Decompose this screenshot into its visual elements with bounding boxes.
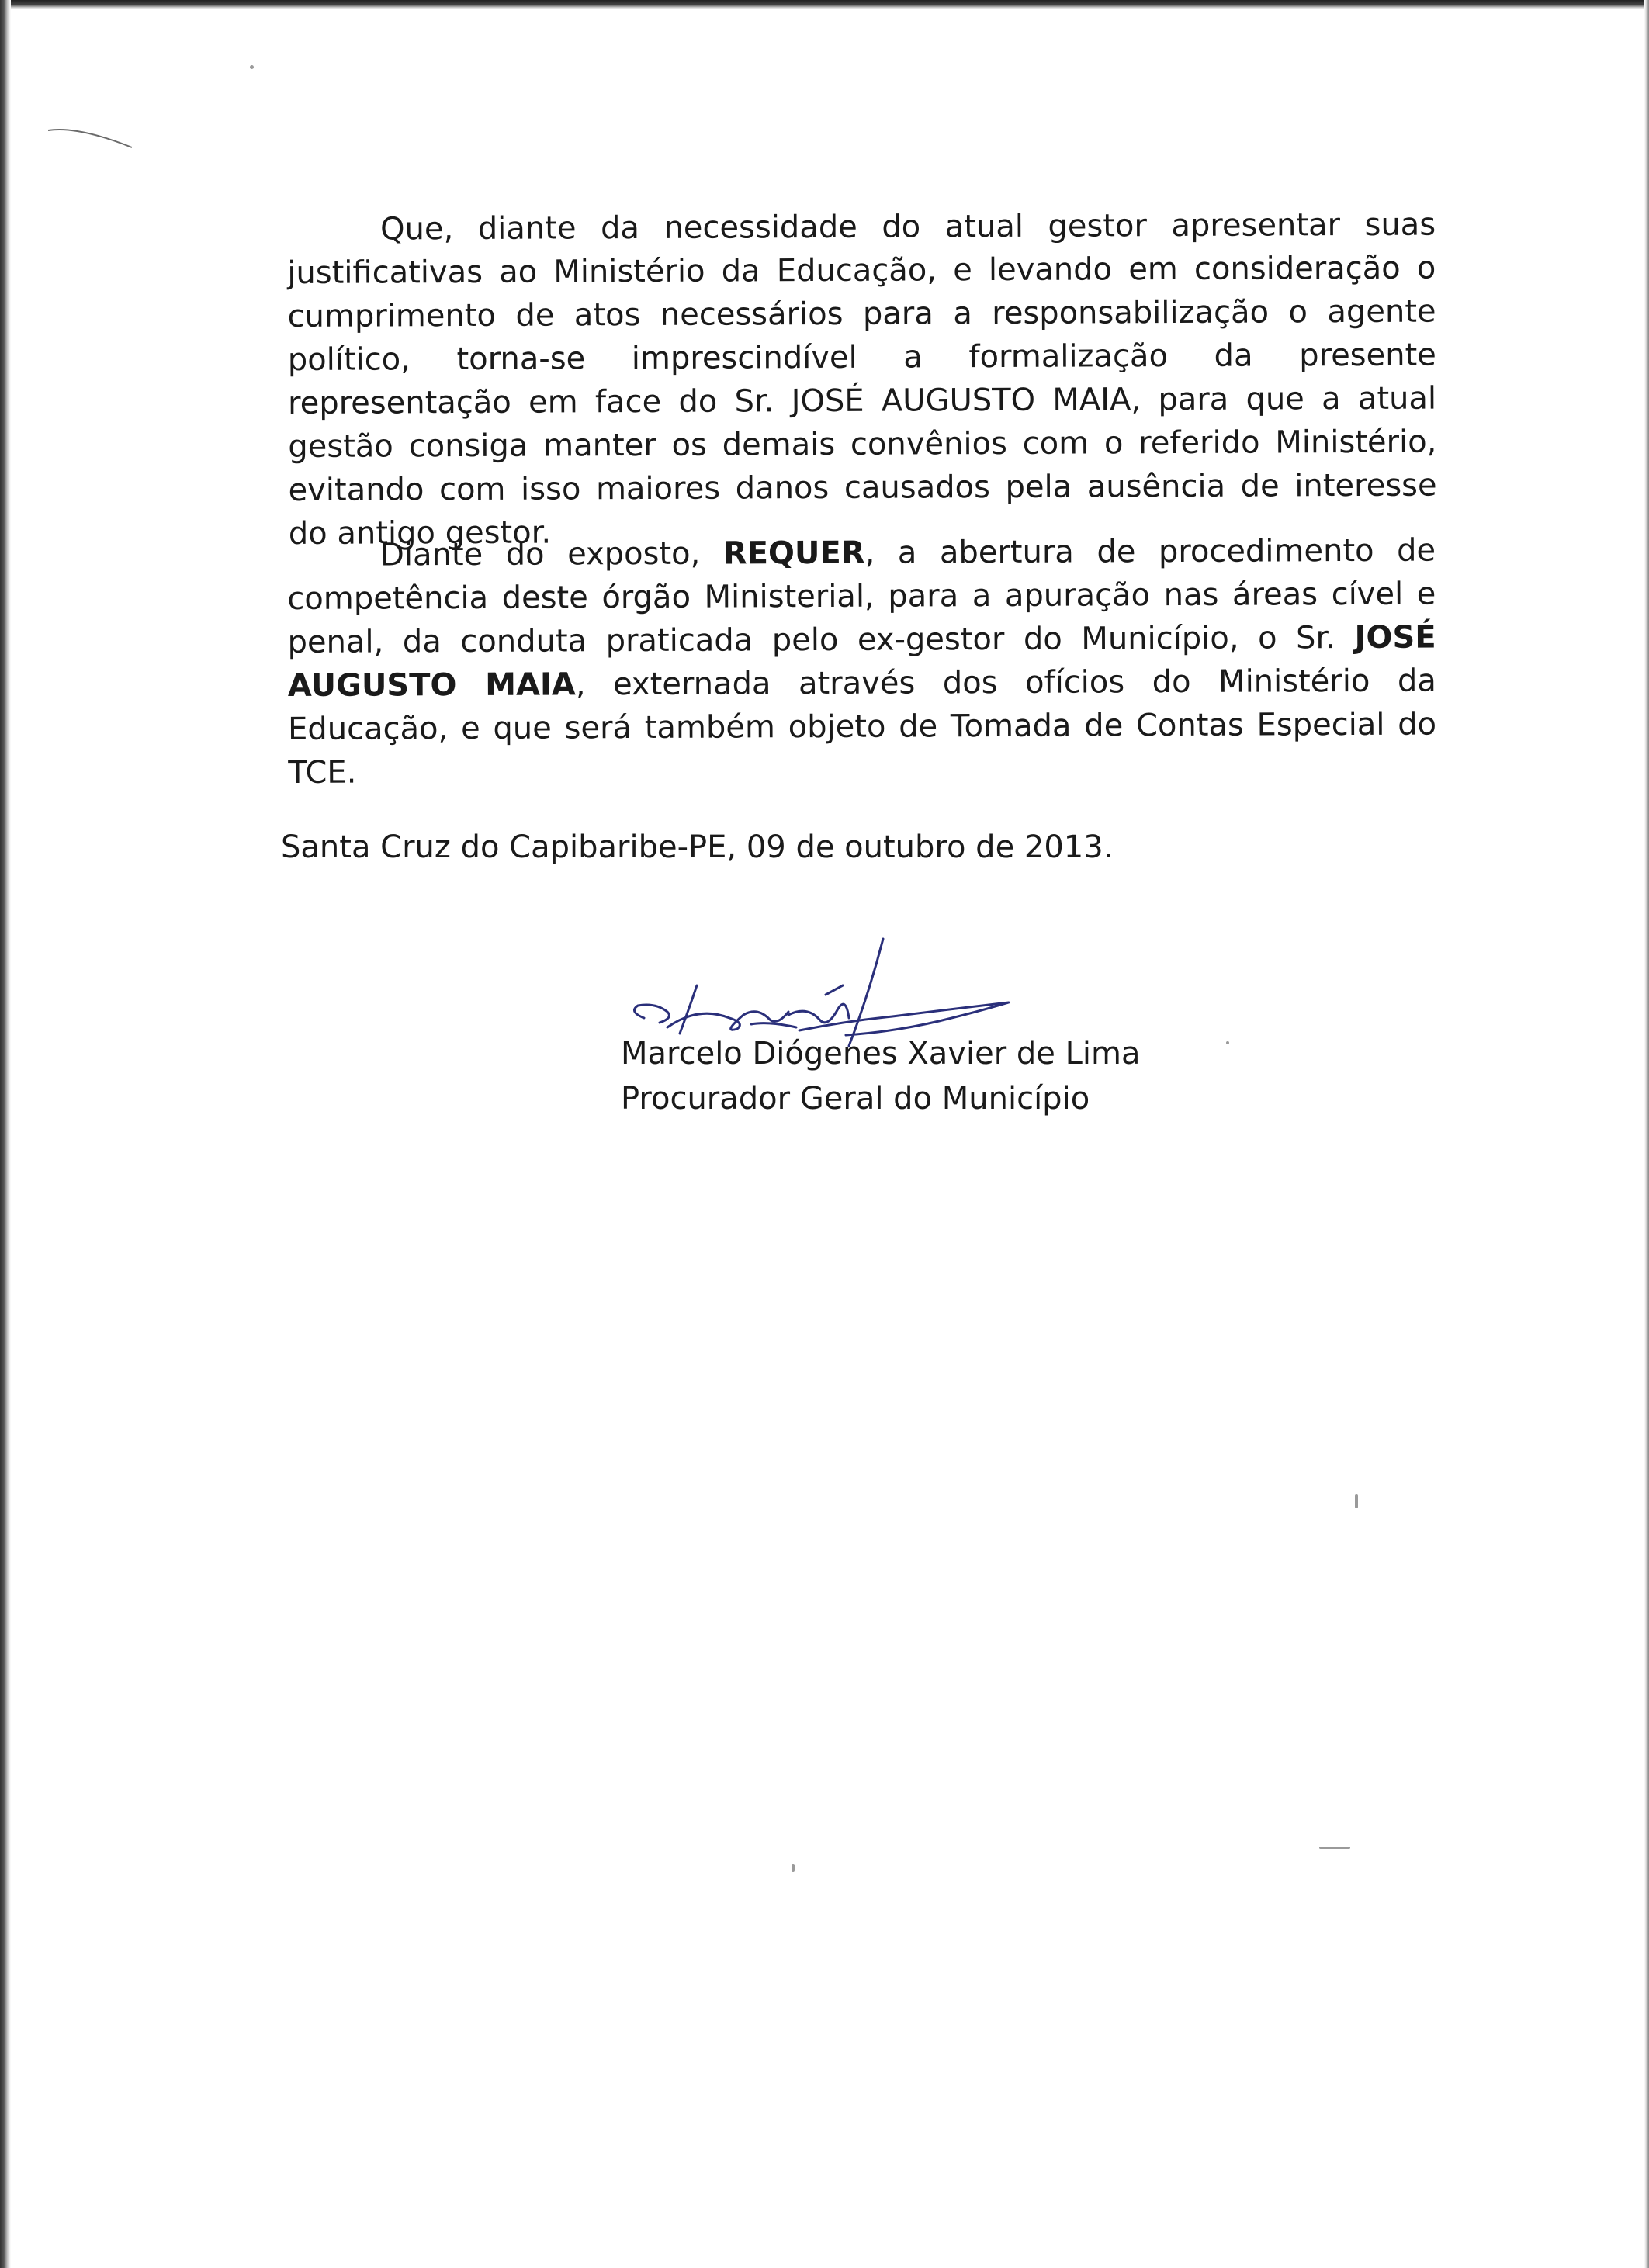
bold-text-run: REQUER bbox=[722, 535, 865, 572]
scan-left-edge bbox=[0, 0, 11, 2268]
handwritten-signature bbox=[613, 931, 1141, 1086]
scan-speck bbox=[1355, 1494, 1358, 1508]
signatory-name: Marcelo Diógenes Xavier de Lima bbox=[621, 1036, 1141, 1072]
paragraph-justification bbox=[287, 203, 1437, 556]
text-run: , externada através dos ofícios do Ministério da Educação, e que será também objeto de Tomada de Contas Especial do TCE. bbox=[287, 663, 1437, 791]
scan-speck bbox=[1226, 1041, 1229, 1044]
scan-speck bbox=[1319, 1847, 1350, 1849]
text-run: Diante do exposto, bbox=[380, 535, 723, 573]
paragraph-request bbox=[287, 529, 1436, 795]
scan-top-edge bbox=[0, 0, 1649, 9]
page-curl-mark bbox=[47, 124, 140, 155]
text-run: , a abertura de procedimento de competência deste órgão Ministerial, para a apuração nas áreas cível e penal, da conduta praticada pelo ex-gestor do Município, o Sr. bbox=[287, 532, 1436, 660]
dateline: Santa Cruz do Capibaribe-PE, 09 de outubro de 2013. bbox=[281, 829, 1114, 865]
paragraph-1-text bbox=[287, 203, 1437, 556]
scan-speck bbox=[792, 1864, 795, 1872]
paragraph-2-text bbox=[287, 529, 1436, 795]
text-run: Que, diante da necessidade do atual gestor apresentar suas justificativas ao Ministério da Educação, e levando em consideração o cumprimento de atos necessários para a responsabilização o agente político, torna-se imprescindível a formalização da presente representação em face do Sr. JOSÉ AUGUSTO MAIA, para que a atual gestão consiga manter os demais convênios com o referido Ministério, evitando com isso maiores danos causados pela ausência de interesse do antigo gestor. bbox=[287, 206, 1437, 552]
scan-speck bbox=[250, 65, 254, 69]
signatory-title: Procurador Geral do Município bbox=[621, 1081, 1090, 1117]
bold-text-run: JOSÉ AUGUSTO MAIA bbox=[287, 619, 1436, 704]
signature-block bbox=[613, 931, 1141, 1125]
scan-right-edge bbox=[1644, 0, 1649, 2268]
